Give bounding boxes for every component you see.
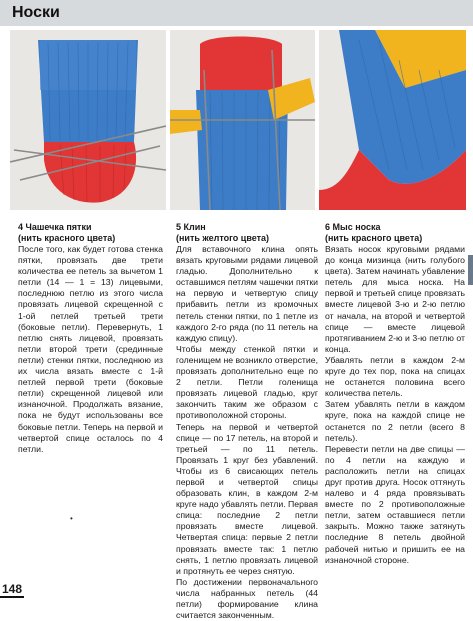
side-tab-marker [468,255,473,285]
toe-illustration [319,30,466,210]
photo-heel-cup [10,30,166,210]
step-6-subtitle: (нить красного цвета) [325,233,423,243]
page-number: 148 [2,582,23,596]
step-5-paragraph-3: Теперь на первой и четвертой спице — по 17 петель, на второй и третьей — по 11 петель. Провязать 1 круг без убавлений. Чтобы из 6 свисающих петель первой и четвертой спицы образовать клин, в каждом 2-м круге надо убавлять петли. Первая спица: последние 2 петли провязать вместе лицевой. Четвертая спица: первые 2 петли провязать вместе так: 1 петлю снять, 1 петлю провязать лицевой и протянуть ее через снятую. [176,421,318,576]
step-6-title: 6 Мыс носка [325,222,381,232]
step-5-paragraph-2: Чтобы между стенкой пятки и голенищем не возникло отверстие, провязать дополнительно еще по 2 петли. Петли голенища провязать лицевой гладью, круг закончить таким же образом с противоположной стороны. [176,343,318,421]
step-5-column [176,222,318,621]
gusset-illustration [170,30,315,210]
photo-gusset [170,30,315,210]
step-6-paragraph-4: Перевести петли на две спицы — по 4 петли на каждую и расположить петли на спицах друг против друга. Носок оттянуть налево и 4 ряда провязывать вместе по 2 противоположные петли, затем оставшиеся петли закрыть. Можно также затянуть последние 8 петель двойной рабочей нитью и пришить ее на изнаночной стороне. [325,443,465,565]
print-speck: • [70,514,73,523]
step-6-column [325,222,465,566]
step-4-paragraph-1: После того, как будет готова стенка пятки, провязать две трети количества ее петель за вычетом 1 петли (14 — 1 = 13) лицевыми, последнюю петлю из этого числа провязать лицевой скрещенной с 1-ой петлей третьей трети (боковые петли). Перевернуть, 1 петлю снять лицевой, провязать петли второй трети (срединные петли) стенки пятки, последнюю из их числа вязать вместе с 1-й петлей первой трети (боковые петли) скрещенной лицевой или изнаночной. Продолжать вязание, пока не будут использованы все боковые петли. Теперь на первой и четвертой спице осталось по 4 петли. [18,244,163,454]
heel-cup-illustration [10,30,166,210]
step-4-column [18,222,163,455]
page-title: Носки [12,4,60,21]
step-5-subtitle: (нить желтого цвета) [176,233,270,243]
header-bar [0,0,473,26]
bottom-rule [0,596,24,598]
step-5-title: 5 Клин [176,222,206,232]
step-6-paragraph-3: Затем убавлять петли в каждом круге, пока на каждой спице не останется по 2 петли (всего 8 петель). [325,399,465,443]
step-6-paragraph-2: Убавлять петли в каждом 2-м круге до тех пор, пока на спицах не останется половина всего количества петель. [325,354,465,399]
step-4-title: 4 Чашечка пятки [18,222,92,232]
photo-toe [319,30,466,210]
step-4-subtitle: (нить красного цвета) [18,233,116,243]
step-5-paragraph-4: По достижении первоначального числа набранных петель (44 петли) формирование клина считается законченным. [176,576,318,621]
step-5-paragraph-1: Для вставочного клина опять вязать круговыми рядами лицевой гладью. Дополнительно к оставшимся петлям чашечки пятки на первую и четвертую спицу прибавить петли из кромочных петель стенки пятки, по 1 петле из каждого 2-го ряда (по 11 петель на каждую спицу). [176,244,318,343]
step-6-paragraph-1: Вязать носок круговыми рядами до конца мизинца (нить голубого цвета). Затем начинать убавление петель для мыса носка. На первой и третьей спице провязать вместе лицевой 3-ю и 2-ю петлю от начала, на второй и четвертой спице — вместе лицевой протягиванием 2-ю и 3-ю петлю от конца. [325,244,465,354]
